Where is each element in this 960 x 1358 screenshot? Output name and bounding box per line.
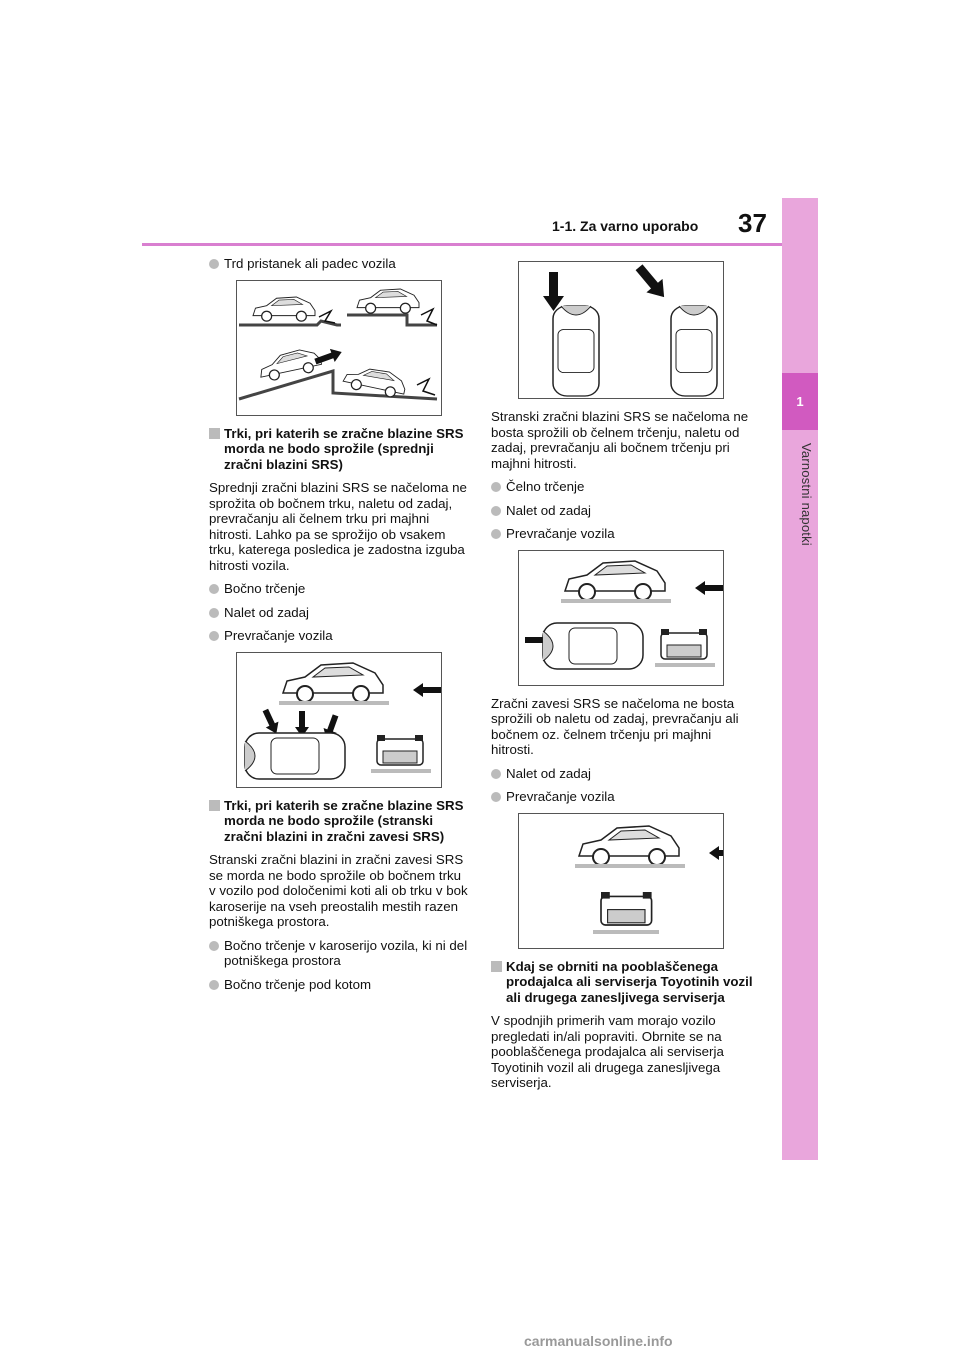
heading-contact-dealer: Kdaj se obrniti na pooblaščenega prodajalca ali serviserja Toyotinih vozil ali drugega zanesljivega serviserja (491, 959, 753, 1006)
bullet-frontal-collision: Čelno trčenje (491, 479, 753, 495)
bullet-rear-collision: Nalet od zadaj (209, 605, 471, 621)
bullet-body-side-collision: Bočno trčenje v karoserijo vozila, ki ni del potniškega prostora (209, 938, 471, 969)
bullet-angle-side-collision: Bočno trčenje pod kotom (209, 977, 471, 993)
chapter-label: Varnostni napotki (799, 443, 814, 546)
chapter-sidebar (782, 198, 818, 1160)
side-airbag-cases-illustration (519, 551, 723, 685)
paragraph-side-airbags: Stranski zračni blazini in zračni zavesi SRS se morda ne bodo sprožile ob bočnem trku v vozilo pod določenimi koti ali ob trku v bok karoserije na vseh preostalih mestih razen potniškega prostora. (209, 852, 468, 929)
figure-curtain-airbag-cases (518, 813, 724, 949)
side-impact-angles-illustration (519, 262, 723, 398)
bullet-side-collision: Bočno trčenje (209, 581, 471, 597)
paragraph-curtain-airbags: Zračni zavesi SRS se načeloma ne bosta sprožili ob naletu od zadaj, prevračanju ali bočnem oz. čelnem trčenju pri majhni hitrosti. (491, 695, 739, 757)
header-divider (142, 243, 782, 246)
bullet-rear-collision-2: Nalet od zadaj (491, 503, 753, 519)
paragraph-front-airbags: Sprednji zračni blazini SRS se načeloma ne sprožita ob bočnem trku, naletu od zadaj, prevračanju ali čelnem trku pri majhni hitrosti. Lahko pa se sprožijo ob vsakem trku, katerega posledica je zadostna izguba hitrosti vozila. (209, 480, 467, 573)
section-title: 1-1. Za varno uporabo (552, 218, 699, 234)
heading-side-airbags: Trki, pri katerih se zračne blazine SRS morda ne bodo sprožile (stranski zračni blazini in zračni zavesi SRS) (209, 798, 471, 845)
figure-side-impact-angles (518, 261, 724, 399)
bullet-rollover: Prevračanje vozila (209, 628, 471, 644)
left-column (209, 256, 471, 1000)
bullet-rollover-2: Prevračanje vozila (491, 526, 753, 542)
bullet-rollover-3: Prevračanje vozila (491, 789, 753, 805)
page-number: 37 (738, 208, 767, 238)
right-column (491, 261, 753, 1099)
bullet-hard-landing: Trd pristanek ali padec vozila (209, 256, 471, 272)
paragraph-contact-dealer: V spodnjih primerih vam morajo vozilo pregledati in/ali popraviti. Obrnite se na pooblaščenega prodajalca ali serviserja Toyotinih vozil ali drugega zanesljivega serviserja. (491, 1013, 724, 1090)
figure-side-airbag-cases (518, 550, 724, 686)
paragraph-side-airbags-not-deploy: Stranski zračni blazini SRS se načeloma ne bosta sprožili ob čelnem trčenju, naletu od zadaj, prevračanju ali bočnem trčenju pri majhni hitrosti. (491, 409, 749, 471)
chapter-number: 1 (782, 373, 818, 430)
hard-landing-illustration (237, 281, 441, 415)
footer-watermark: carmanualsonline.info (524, 1333, 673, 1349)
heading-front-airbags: Trki, pri katerih se zračne blazine SRS morda ne bodo sprožile (sprednji zračni blazini SRS) (209, 426, 471, 473)
figure-front-airbag-cases (236, 652, 442, 788)
front-airbag-cases-illustration (237, 653, 441, 787)
curtain-airbag-cases-illustration (519, 814, 723, 948)
bullet-rear-collision-3: Nalet od zadaj (491, 766, 753, 782)
figure-hard-landing (236, 280, 442, 416)
